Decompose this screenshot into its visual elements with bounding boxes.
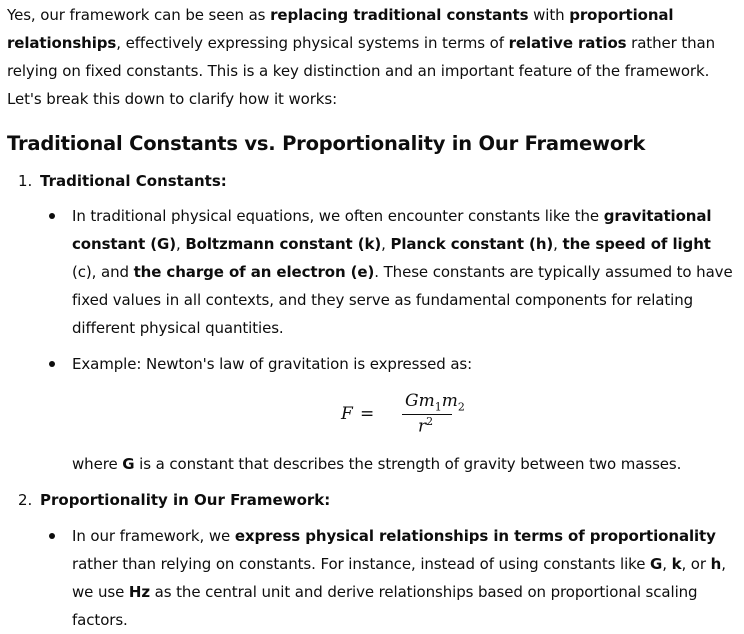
symbol-m: m xyxy=(441,391,458,411)
text: , xyxy=(553,235,563,253)
bold-text: Planck constant (h) xyxy=(390,235,554,253)
bullet-proportionality-text xyxy=(72,522,737,634)
bold-text: k xyxy=(671,555,682,573)
intro-bold: relative ratios xyxy=(508,34,627,52)
text: is a constant that describes the strength of gravity between two masses. xyxy=(134,455,682,473)
bold-text: the speed of light xyxy=(562,235,711,253)
bold-text: gravitational constant (G) xyxy=(72,207,712,253)
text: , xyxy=(176,235,186,253)
bold-text: the charge of an electron (e) xyxy=(133,263,375,281)
symbol-G: G xyxy=(405,391,419,411)
bold-text: G xyxy=(122,455,135,473)
bold-text: G xyxy=(650,555,663,573)
formula-numerator xyxy=(405,391,465,413)
subscript: 2 xyxy=(457,400,465,414)
formula-equals: = xyxy=(360,404,375,424)
bullet-dot xyxy=(49,213,55,219)
bold-text: Hz xyxy=(128,583,150,601)
text: (c), and xyxy=(72,263,134,281)
text: , xyxy=(381,235,391,253)
bullet-example-text: Example: Newton's law of gravitation is expressed as: xyxy=(72,355,473,373)
text: , we use xyxy=(72,555,726,601)
text: as the central unit and derive relationships based on proportional scaling factors. xyxy=(72,583,698,629)
text: In our framework, we xyxy=(72,527,235,545)
symbol-m: m xyxy=(418,391,435,411)
text: , or xyxy=(681,555,711,573)
bold-text: Boltzmann constant (k) xyxy=(185,235,382,253)
newton-gravitation-formula xyxy=(338,391,468,443)
bullet-traditional-constants-text xyxy=(72,202,737,342)
text: In traditional physical equations, we often encounter constants like the xyxy=(72,207,604,225)
bullet-dot xyxy=(49,533,55,539)
subscript: 1 xyxy=(434,400,442,414)
section-heading: Traditional Constants vs. Proportionality in Our Framework xyxy=(7,132,646,155)
formula-denominator xyxy=(418,415,433,437)
intro-text: rather than relying on fixed constants. This is a key distinction and an important feature of the framework. Let's break this down to clarify how it works: xyxy=(7,34,716,108)
intro-text: , effectively expressing physical systems in terms of xyxy=(116,34,509,52)
formula-lhs: F xyxy=(341,404,353,424)
bold-text: express physical relationships in terms of proportionality xyxy=(234,527,716,545)
bullet-dot xyxy=(49,361,55,367)
text: , xyxy=(662,555,672,573)
text: where xyxy=(72,455,123,473)
intro-bold: replacing traditional constants xyxy=(270,6,529,24)
intro-bold: proportional relationships xyxy=(7,6,674,52)
text: rather than relying on constants. For instance, instead of using constants like xyxy=(72,555,651,573)
intro-text: Yes, our framework can be seen as xyxy=(7,6,271,24)
list-number-1: 1. xyxy=(18,172,33,190)
bold-text: h xyxy=(710,555,722,573)
where-text xyxy=(72,450,737,478)
intro-paragraph xyxy=(7,1,737,113)
symbol-r: r xyxy=(418,416,427,437)
list-title-traditional-constants: Traditional Constants: xyxy=(40,172,227,190)
list-number-2: 2. xyxy=(18,491,33,509)
intro-text: with xyxy=(528,6,570,24)
list-title-proportionality: Proportionality in Our Framework: xyxy=(40,491,331,509)
text: . These constants are typically assumed to have fixed values in all contexts, and they serve as fundamental components for relating different physical quantities. xyxy=(72,263,733,337)
superscript: 2 xyxy=(426,415,434,428)
